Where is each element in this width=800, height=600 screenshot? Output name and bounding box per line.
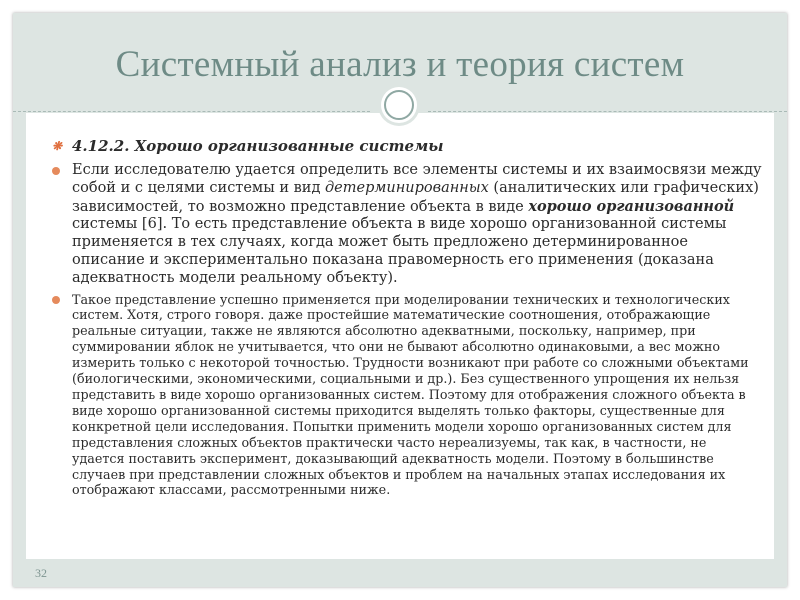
paragraph-1-emphasis: детерминированных [324,179,489,196]
content-area [26,113,774,559]
paragraph-1-text-c: системы [6]. То есть представление объекта в виде хорошо организованной системы применяется в тех случаях, когда может быть предложено детерминированное описание и экспериментально показана правомерность его применения (доказана адекватность модели реальному объекту). [72,216,727,286]
ring-ornament-icon [381,87,417,123]
dot-icon [52,167,60,175]
paragraph-1-text-b: (аналитических или графических) зависимостей, то возможно представление объекта в виде [72,179,759,215]
slide-footer [13,559,787,587]
list-item-paragraph-1 [52,162,762,288]
slide [13,13,787,587]
slide-number: 32 [35,566,47,580]
section-heading: 4.12.2. Хорошо организованные системы [72,137,444,155]
star-icon: ❋ [52,139,63,153]
list-item-heading [52,137,762,156]
slide-content [52,137,762,498]
slide-title: Системный анализ и теория систем [115,44,685,85]
dot-icon [52,296,60,304]
ring-ornament-inner [384,90,414,120]
paragraph-2-text: Такое представление успешно применяется при моделировании технических и технологических систем. Хотя, строго говоря. даже простейшие математические соотношения, отображающие реальные ситуации, также не являются абсолютно адекватными, поскольку, например, при суммировании яблок не учитывается, что они не бывают абсолютно одинаковыми, а вес можно измерить только с некоторой точностью. Трудности возникают при работе со сложными объектами (биологическими, экономическими, социальными и др.). Без существенного упрощения их нельзя представить в виде хорошо организованных систем. Поэтому для отображения сложного объекта в виде хорошо организованной системы приходится выделять только факторы, существенные для конкретной цели исследования. Попытки применить модели хорошо организованных систем для представления сложных объектов практически часто нереализуемы, так как, в частности, не удается поставить эксперимент, доказывающий адекватность модели. Поэтому в большинстве случаев при представлении сложных объектов и проблем на начальных этапах исследования их отображают классами, рассмотренными ниже. [72,291,749,498]
title-divider-left [13,111,370,112]
paragraph-1-text-a: Если исследователю удается определить все элементы системы и их взаимосвязи между собой и с целями системы и вид [72,162,762,196]
title-divider-right [428,111,787,112]
list-item-paragraph-2 [52,292,762,499]
paragraph-1-strong-emphasis: хорошо организованной [528,197,735,215]
